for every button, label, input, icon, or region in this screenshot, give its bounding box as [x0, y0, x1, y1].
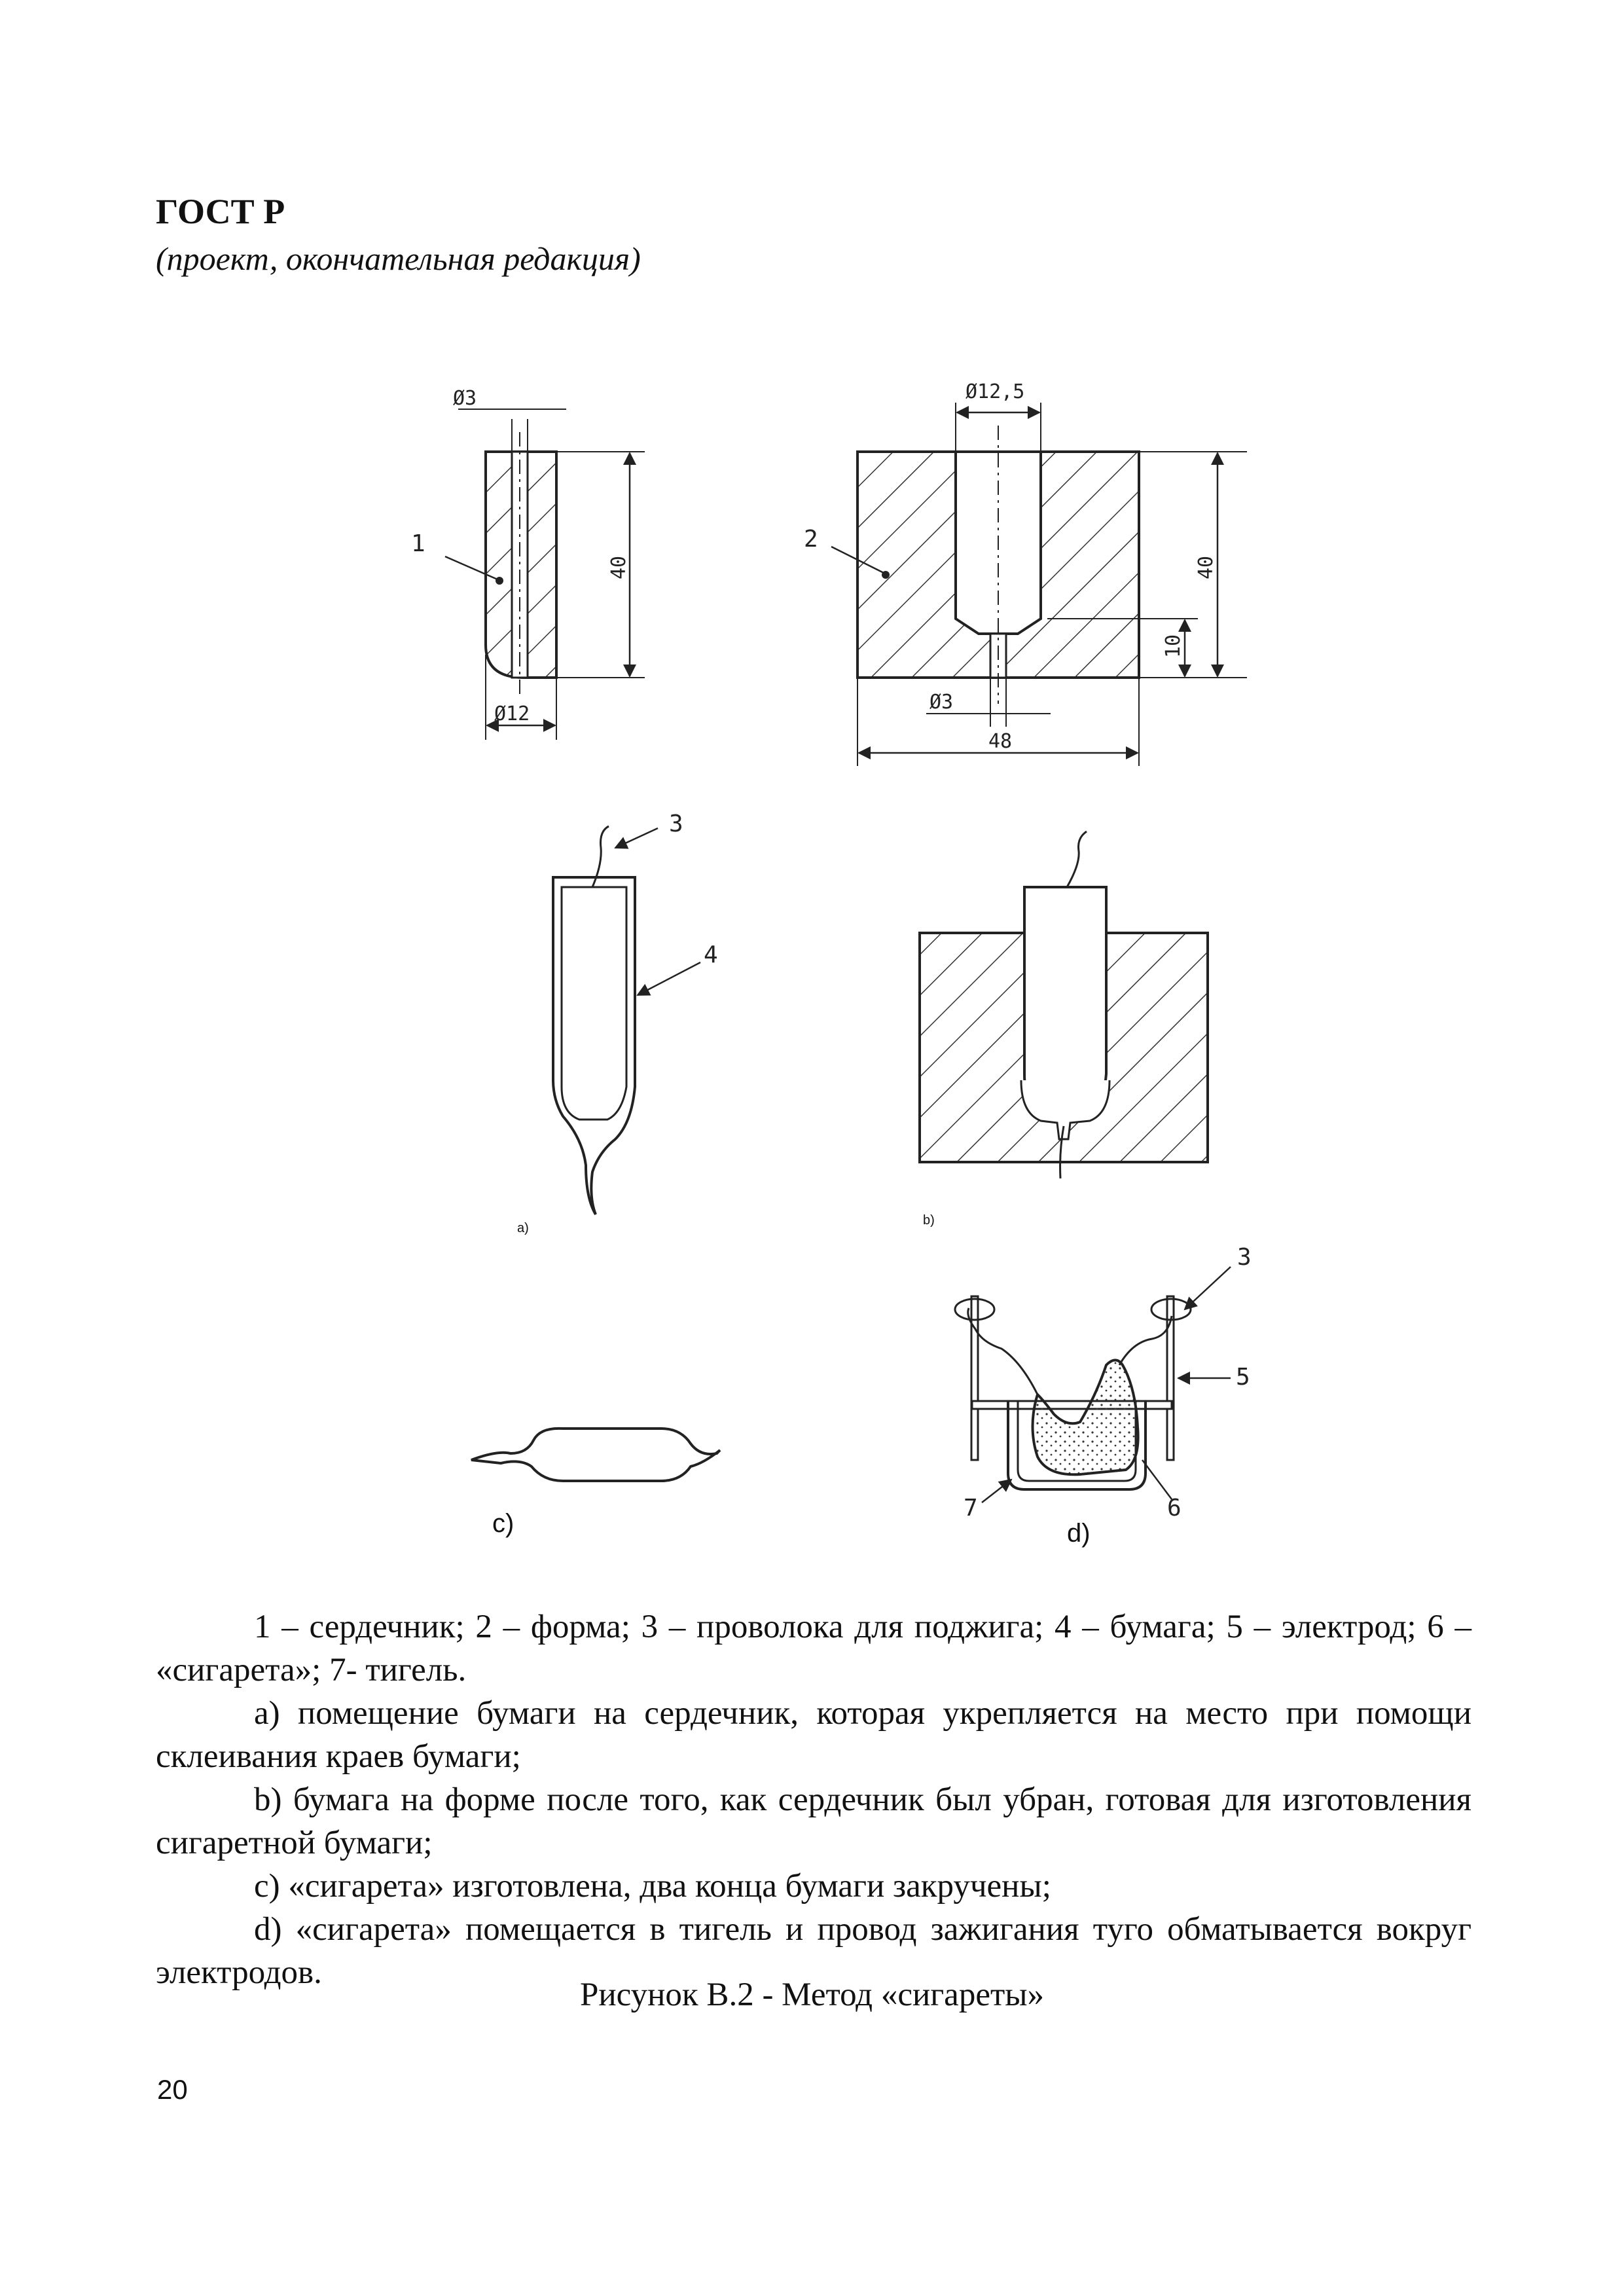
callout-3: 3 — [669, 811, 683, 837]
figure-title: Рисунок В.2 - Метод «сигареты» — [579, 1977, 1045, 2013]
caption-item-a: a) помещение бумаги на сердечник, которая укрепляется на место при помощи склеивания краев бумаги; — [156, 1695, 1471, 1775]
callout-4: 4 — [704, 941, 718, 968]
sublabel-c: c) — [492, 1509, 514, 1538]
cigarette-drawing — [471, 1429, 720, 1481]
callout-1: 1 — [411, 530, 425, 557]
dim-d12-a: Ø12 — [494, 702, 530, 725]
dim-48-b: 48 — [988, 730, 1013, 753]
page-number: 20 — [157, 2074, 188, 2105]
caption-legend: 1 – сердечник; 2 – форма; 3 – проволока для поджига; 4 – бумага; 5 – электрод; 6 – «сигарета»; 7- тигель. — [156, 1609, 1471, 1688]
callout-6: 6 — [1167, 1495, 1182, 1522]
sublabel-a: a) — [517, 1221, 529, 1235]
document-subtitle: (проект, окончательная редакция) — [156, 240, 641, 277]
caption-item-b: b) бумага на форме после того, как сердечник был убран, готовая для изготовления сигаретной бумаги; — [156, 1781, 1471, 1861]
callout-3-d: 3 — [1237, 1244, 1252, 1271]
sublabel-d: d) — [1067, 1519, 1091, 1548]
callout-7: 7 — [964, 1495, 978, 1522]
dim-40-b: 40 — [1195, 555, 1218, 579]
callout-5: 5 — [1236, 1364, 1250, 1391]
dim-40-a: 40 — [607, 555, 630, 579]
document-title: ГОСТ Р — [156, 192, 285, 231]
caption-item-c: c) «сигарета» изготовлена, два конца бумаги закручены; — [254, 1868, 1051, 1904]
sublabel-b: b) — [923, 1213, 935, 1228]
dim-d3-b: Ø3 — [929, 691, 954, 714]
caption-item-d: d) «сигарета» помещается в тигель и провод зажигания туго обматывается вокруг электродов. — [156, 1911, 1471, 1991]
dim-d12-5-b: Ø12,5 — [965, 380, 1025, 403]
figure-caption — [156, 1605, 1471, 1994]
crucible-drawing — [955, 1267, 1231, 1503]
dim-10-b: 10 — [1162, 634, 1185, 658]
paper-in-mould-drawing — [920, 831, 1208, 1178]
paper-on-core-drawing — [553, 826, 700, 1214]
mould-drawing — [831, 403, 1247, 766]
callout-2: 2 — [804, 526, 818, 553]
dim-d3-a: Ø3 — [453, 387, 477, 410]
